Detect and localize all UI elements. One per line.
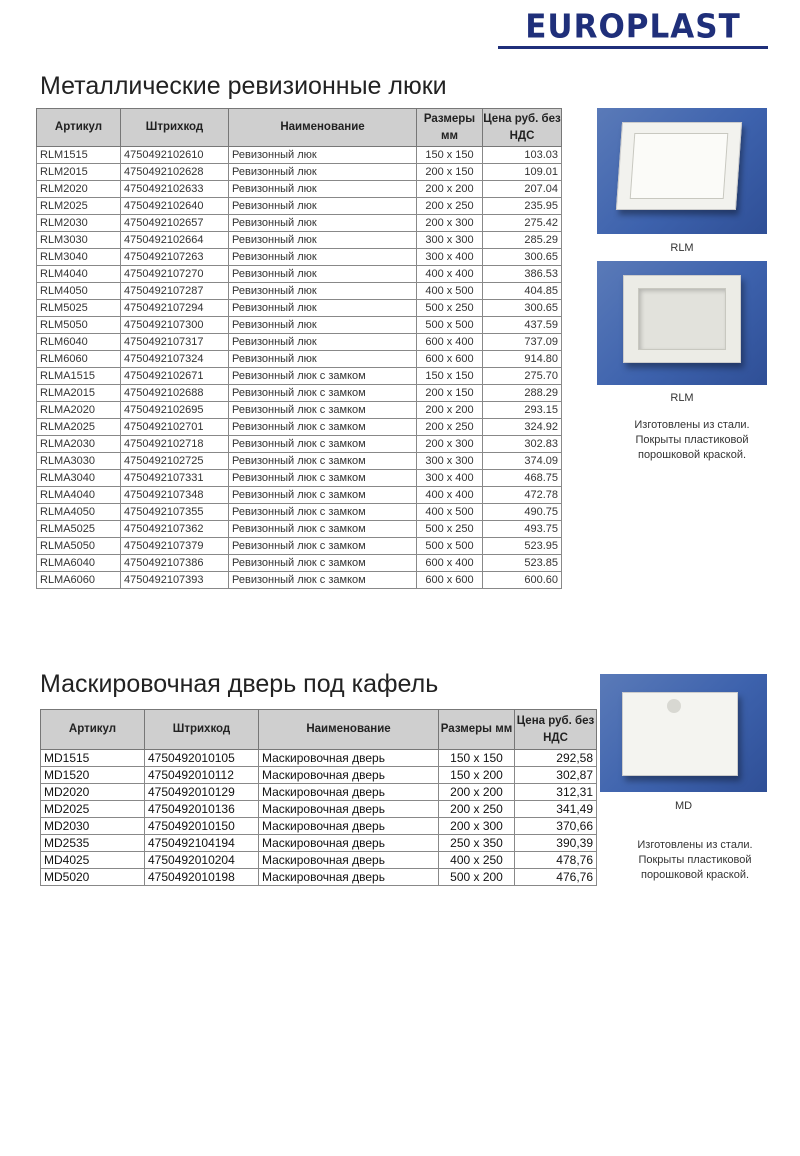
col-header-price: Цена руб. без НДС	[483, 109, 562, 147]
table-row	[37, 164, 562, 181]
hatch-frame	[623, 275, 741, 363]
table-row	[37, 317, 562, 334]
table-row	[37, 521, 562, 538]
cell-article: MD1515	[41, 750, 145, 767]
cell-price: 523.85	[483, 555, 562, 572]
material-note-2	[600, 838, 790, 883]
md-table-body	[41, 750, 597, 886]
cell-price: 302.83	[483, 436, 562, 453]
cell-barcode: 4750492102628	[121, 164, 229, 181]
cell-barcode: 4750492107317	[121, 334, 229, 351]
cell-price: 235.95	[483, 198, 562, 215]
cell-size: 400 x 500	[417, 283, 483, 300]
cell-article: RLM1515	[37, 147, 121, 164]
table-row	[41, 852, 597, 869]
cell-name: Ревизонный люк с замком	[229, 453, 417, 470]
table-row	[37, 215, 562, 232]
cell-article: RLMA2030	[37, 436, 121, 453]
cell-barcode: 4750492107324	[121, 351, 229, 368]
cell-article: MD1520	[41, 767, 145, 784]
material-note-1	[597, 418, 787, 463]
cell-size: 200 x 150	[417, 164, 483, 181]
table-row	[37, 555, 562, 572]
photo-label-rlm-2: RLM	[670, 392, 694, 404]
cell-size: 500 x 500	[417, 538, 483, 555]
cell-price: 324.92	[483, 419, 562, 436]
table-row	[41, 767, 597, 784]
cell-size: 200 x 200	[439, 784, 515, 801]
section1-title: Металлические ревизионные люки	[40, 72, 447, 100]
table-row	[37, 351, 562, 368]
cell-price: 370,66	[515, 818, 597, 835]
product-photo-md	[600, 674, 767, 792]
cell-name: Ревизонный люк с замком	[229, 555, 417, 572]
cell-barcode: 4750492102701	[121, 419, 229, 436]
cell-article: RLMA2025	[37, 419, 121, 436]
cell-size: 300 x 400	[417, 249, 483, 266]
table-row	[37, 249, 562, 266]
cell-barcode: 4750492107263	[121, 249, 229, 266]
cell-barcode: 4750492010105	[145, 750, 259, 767]
hatch-table-body	[37, 147, 562, 589]
cell-barcode: 4750492107300	[121, 317, 229, 334]
cell-price: 103.03	[483, 147, 562, 164]
cell-size: 500 x 250	[417, 521, 483, 538]
cell-size: 400 x 500	[417, 504, 483, 521]
table-row	[37, 453, 562, 470]
cell-barcode: 4750492102664	[121, 232, 229, 249]
note-line: порошковой краской.	[637, 449, 747, 461]
table-row	[37, 198, 562, 215]
cell-name: Ревизонный люк	[229, 300, 417, 317]
cell-size: 200 x 250	[417, 198, 483, 215]
table-row	[37, 300, 562, 317]
cell-barcode: 4750492107355	[121, 504, 229, 521]
cell-name: Ревизонный люк	[229, 198, 417, 215]
cell-article: MD4025	[41, 852, 145, 869]
cell-name: Маскировочная дверь	[259, 784, 439, 801]
cell-size: 500 x 200	[439, 869, 515, 886]
table-row	[37, 232, 562, 249]
cell-size: 300 x 400	[417, 470, 483, 487]
cell-price: 293.15	[483, 402, 562, 419]
cell-size: 200 x 300	[417, 215, 483, 232]
cell-barcode: 4750492010150	[145, 818, 259, 835]
cell-price: 374.09	[483, 453, 562, 470]
cell-size: 600 x 400	[417, 555, 483, 572]
cell-size: 150 x 150	[417, 147, 483, 164]
cell-name: Маскировочная дверь	[259, 767, 439, 784]
cell-name: Ревизонный люк	[229, 181, 417, 198]
cell-name: Ревизонный люк	[229, 317, 417, 334]
cell-size: 200 x 200	[417, 181, 483, 198]
table-row	[37, 385, 562, 402]
cell-article: RLMA3030	[37, 453, 121, 470]
cell-name: Маскировочная дверь	[259, 835, 439, 852]
table-row	[41, 784, 597, 801]
logo-underline	[498, 46, 768, 49]
cell-price: 109.01	[483, 164, 562, 181]
cell-article: RLM3040	[37, 249, 121, 266]
cell-barcode: 4750492010112	[145, 767, 259, 784]
cell-size: 200 x 300	[439, 818, 515, 835]
cell-name: Маскировочная дверь	[259, 750, 439, 767]
cell-name: Ревизонный люк	[229, 164, 417, 181]
cell-article: RLMA2015	[37, 385, 121, 402]
table-row	[37, 266, 562, 283]
cell-price: 478,76	[515, 852, 597, 869]
table-row	[41, 818, 597, 835]
cell-price: 275.42	[483, 215, 562, 232]
col-header-barcode: Штрихкод	[121, 109, 229, 147]
cell-article: MD2025	[41, 801, 145, 818]
cell-article: RLMA6060	[37, 572, 121, 589]
product-photo-rlm-open	[597, 261, 767, 385]
cell-price: 386.53	[483, 266, 562, 283]
cell-article: MD5020	[41, 869, 145, 886]
photo-label-rlm-1: RLM	[670, 242, 694, 254]
cell-barcode: 4750492107270	[121, 266, 229, 283]
col-header-name: Наименование	[229, 109, 417, 147]
cell-price: 300.65	[483, 300, 562, 317]
cell-size: 150 x 150	[439, 750, 515, 767]
cell-price: 390,39	[515, 835, 597, 852]
cell-name: Ревизонный люк с замком	[229, 487, 417, 504]
col-header-article: Артикул	[37, 109, 121, 147]
cell-name: Ревизонный люк с замком	[229, 436, 417, 453]
cell-article: RLMA6040	[37, 555, 121, 572]
cell-price: 737.09	[483, 334, 562, 351]
cell-name: Маскировочная дверь	[259, 801, 439, 818]
hatch-opening	[638, 288, 726, 350]
cell-article: RLMA4040	[37, 487, 121, 504]
cell-name: Ревизонный люк с замком	[229, 538, 417, 555]
cell-barcode: 4750492010129	[145, 784, 259, 801]
cell-barcode: 4750492102688	[121, 385, 229, 402]
cell-article: RLM6040	[37, 334, 121, 351]
cell-barcode: 4750492102640	[121, 198, 229, 215]
cell-name: Ревизонный люк	[229, 249, 417, 266]
cell-size: 600 x 600	[417, 351, 483, 368]
cell-article: RLM4050	[37, 283, 121, 300]
cell-price: 490.75	[483, 504, 562, 521]
col-header-barcode: Штрихкод	[145, 710, 259, 750]
table-row	[37, 572, 562, 589]
cell-name: Ревизонный люк	[229, 334, 417, 351]
cell-article: RLM2015	[37, 164, 121, 181]
table-row	[41, 801, 597, 818]
cell-price: 292,58	[515, 750, 597, 767]
table-header-row	[41, 710, 597, 750]
cell-article: MD2535	[41, 835, 145, 852]
cell-article: RLM5025	[37, 300, 121, 317]
cell-name: Маскировочная дверь	[259, 869, 439, 886]
cell-name: Маскировочная дверь	[259, 852, 439, 869]
cell-barcode: 4750492010136	[145, 801, 259, 818]
cell-barcode: 4750492107287	[121, 283, 229, 300]
cell-name: Ревизонный люк с замком	[229, 419, 417, 436]
brand-logo	[498, 10, 768, 49]
table-row	[37, 334, 562, 351]
table-row	[37, 181, 562, 198]
col-header-name: Наименование	[259, 710, 439, 750]
cell-barcode: 4750492107393	[121, 572, 229, 589]
cell-name: Ревизонный люк с замком	[229, 572, 417, 589]
cell-article: RLM2025	[37, 198, 121, 215]
note-line: порошковой краской.	[640, 869, 750, 881]
cell-size: 300 x 300	[417, 232, 483, 249]
cell-size: 150 x 200	[439, 767, 515, 784]
cell-name: Ревизонный люк с замком	[229, 504, 417, 521]
cell-name: Ревизонный люк	[229, 351, 417, 368]
cell-size: 600 x 600	[417, 572, 483, 589]
cell-price: 914.80	[483, 351, 562, 368]
product-photo-rlm-closed	[597, 108, 767, 234]
table-row	[41, 750, 597, 767]
cell-name: Ревизонный люк	[229, 232, 417, 249]
table-row	[41, 835, 597, 852]
cell-size: 400 x 250	[439, 852, 515, 869]
cell-name: Ревизонный люк с замком	[229, 402, 417, 419]
cell-size: 200 x 300	[417, 436, 483, 453]
cell-article: MD2020	[41, 784, 145, 801]
col-header-size: Размеры мм	[439, 710, 515, 750]
table-row	[37, 402, 562, 419]
cell-size: 200 x 250	[417, 419, 483, 436]
cell-name: Ревизонный люк с замком	[229, 385, 417, 402]
cell-article: RLMA2020	[37, 402, 121, 419]
cell-name: Ревизонный люк	[229, 215, 417, 232]
cell-price: 476,76	[515, 869, 597, 886]
cell-price: 341,49	[515, 801, 597, 818]
cell-article: RLMA4050	[37, 504, 121, 521]
cell-barcode: 4750492010204	[145, 852, 259, 869]
masking-door-price-table	[40, 709, 597, 886]
door-panel	[622, 692, 738, 776]
brand-name: EUROPLAST	[525, 8, 741, 46]
cell-article: RLM3030	[37, 232, 121, 249]
note-line: Изготовлены из стали.	[637, 839, 753, 851]
col-header-size: Размеры мм	[417, 109, 483, 147]
cell-name: Ревизонный люк	[229, 266, 417, 283]
cell-price: 207.04	[483, 181, 562, 198]
cell-size: 150 x 150	[417, 368, 483, 385]
cell-price: 523.95	[483, 538, 562, 555]
cell-size: 200 x 200	[417, 402, 483, 419]
cell-size: 400 x 400	[417, 487, 483, 504]
cell-price: 288.29	[483, 385, 562, 402]
cell-price: 312,31	[515, 784, 597, 801]
cell-barcode: 4750492102633	[121, 181, 229, 198]
hatch-frame	[616, 122, 742, 210]
hatch-door	[630, 133, 729, 199]
cell-barcode: 4750492107386	[121, 555, 229, 572]
cell-price: 302,87	[515, 767, 597, 784]
note-line: Покрыты пластиковой	[638, 854, 752, 866]
cell-barcode: 4750492104194	[145, 835, 259, 852]
cell-article: RLMA1515	[37, 368, 121, 385]
door-knob-icon	[667, 699, 681, 713]
cell-price: 404.85	[483, 283, 562, 300]
cell-barcode: 4750492107379	[121, 538, 229, 555]
cell-price: 275.70	[483, 368, 562, 385]
photo-label-md: MD	[674, 800, 693, 812]
cell-size: 300 x 300	[417, 453, 483, 470]
table-row	[37, 487, 562, 504]
cell-barcode: 4750492102671	[121, 368, 229, 385]
col-header-article: Артикул	[41, 710, 145, 750]
note-line: Покрыты пластиковой	[635, 434, 749, 446]
note-line: Изготовлены из стали.	[634, 419, 750, 431]
cell-article: RLM5050	[37, 317, 121, 334]
table-row	[37, 504, 562, 521]
cell-price: 472.78	[483, 487, 562, 504]
table-row	[37, 470, 562, 487]
cell-article: RLM6060	[37, 351, 121, 368]
cell-name: Ревизонный люк	[229, 147, 417, 164]
cell-size: 200 x 150	[417, 385, 483, 402]
cell-size: 250 x 350	[439, 835, 515, 852]
cell-article: RLMA5025	[37, 521, 121, 538]
cell-price: 437.59	[483, 317, 562, 334]
cell-size: 400 x 400	[417, 266, 483, 283]
cell-article: MD2030	[41, 818, 145, 835]
cell-name: Ревизонный люк с замком	[229, 521, 417, 538]
cell-size: 500 x 500	[417, 317, 483, 334]
cell-article: RLMA3040	[37, 470, 121, 487]
col-header-price: Цена руб. без НДС	[515, 710, 597, 750]
cell-size: 500 x 250	[417, 300, 483, 317]
cell-name: Ревизонный люк	[229, 283, 417, 300]
cell-price: 300.65	[483, 249, 562, 266]
cell-barcode: 4750492102657	[121, 215, 229, 232]
cell-price: 468.75	[483, 470, 562, 487]
cell-article: RLM2020	[37, 181, 121, 198]
cell-price: 600.60	[483, 572, 562, 589]
cell-barcode: 4750492102610	[121, 147, 229, 164]
cell-size: 600 x 400	[417, 334, 483, 351]
hatch-price-table	[36, 108, 562, 589]
cell-article: RLM4040	[37, 266, 121, 283]
cell-barcode: 4750492102725	[121, 453, 229, 470]
table-header-row	[37, 109, 562, 147]
cell-barcode: 4750492102718	[121, 436, 229, 453]
cell-barcode: 4750492107348	[121, 487, 229, 504]
cell-price: 493.75	[483, 521, 562, 538]
cell-barcode: 4750492102695	[121, 402, 229, 419]
cell-size: 200 x 250	[439, 801, 515, 818]
table-row	[37, 368, 562, 385]
cell-article: RLM2030	[37, 215, 121, 232]
cell-barcode: 4750492107294	[121, 300, 229, 317]
table-row	[37, 436, 562, 453]
cell-barcode: 4750492107362	[121, 521, 229, 538]
cell-name: Ревизонный люк с замком	[229, 368, 417, 385]
table-row	[41, 869, 597, 886]
table-row	[37, 147, 562, 164]
table-row	[37, 283, 562, 300]
cell-barcode: 4750492107331	[121, 470, 229, 487]
cell-name: Маскировочная дверь	[259, 818, 439, 835]
section2-title: Маскировочная дверь под кафель	[40, 670, 439, 698]
cell-name: Ревизонный люк с замком	[229, 470, 417, 487]
cell-price: 285.29	[483, 232, 562, 249]
table-row	[37, 419, 562, 436]
cell-barcode: 4750492010198	[145, 869, 259, 886]
cell-article: RLMA5050	[37, 538, 121, 555]
table-row	[37, 538, 562, 555]
